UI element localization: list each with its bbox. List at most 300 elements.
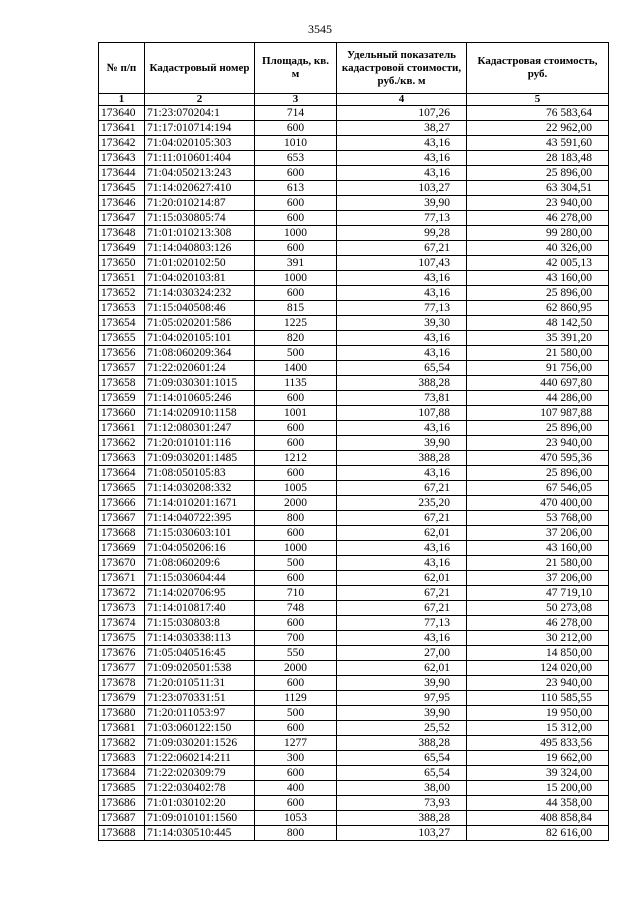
specific-value-cell: 62,01 bbox=[337, 661, 467, 676]
row-number-cell: 173680 bbox=[99, 706, 145, 721]
table-row bbox=[99, 211, 609, 226]
cadastral-value-cell: 76 583,64 bbox=[467, 106, 609, 121]
cadastral-value-cell: 47 719,10 bbox=[467, 586, 609, 601]
area-cell: 1005 bbox=[255, 481, 337, 496]
specific-value-cell: 38,00 bbox=[337, 781, 467, 796]
table-row bbox=[99, 571, 609, 586]
cadastral-number-cell: 71:14:020706:95 bbox=[145, 586, 255, 601]
cadastral-number-cell: 71:22:030402:78 bbox=[145, 781, 255, 796]
area-cell: 820 bbox=[255, 331, 337, 346]
cadastral-value-cell: 124 020,00 bbox=[467, 661, 609, 676]
specific-value-cell: 103,27 bbox=[337, 826, 467, 841]
cadastral-number-cell: 71:09:010101:1560 bbox=[145, 811, 255, 826]
area-cell: 2000 bbox=[255, 661, 337, 676]
cadastral-value-cell: 48 142,50 bbox=[467, 316, 609, 331]
cadastral-number-cell: 71:14:040803:126 bbox=[145, 241, 255, 256]
cadastral-number-cell: 71:05:040516:45 bbox=[145, 646, 255, 661]
table-row bbox=[99, 706, 609, 721]
cadastral-value-cell: 15 312,00 bbox=[467, 721, 609, 736]
header-specific-value: Удельный показатель кадастровой стоимости, руб./кв. м bbox=[337, 43, 467, 94]
table-row bbox=[99, 151, 609, 166]
row-number-cell: 173650 bbox=[99, 256, 145, 271]
table-row bbox=[99, 661, 609, 676]
specific-value-cell: 43,16 bbox=[337, 541, 467, 556]
row-number-cell: 173651 bbox=[99, 271, 145, 286]
row-number-cell: 173682 bbox=[99, 736, 145, 751]
area-cell: 600 bbox=[255, 766, 337, 781]
specific-value-cell: 43,16 bbox=[337, 631, 467, 646]
row-number-cell: 173675 bbox=[99, 631, 145, 646]
cadastral-number-cell: 71:20:010511:31 bbox=[145, 676, 255, 691]
cadastral-value-cell: 23 940,00 bbox=[467, 436, 609, 451]
row-number-cell: 173672 bbox=[99, 586, 145, 601]
specific-value-cell: 25,52 bbox=[337, 721, 467, 736]
table-row bbox=[99, 421, 609, 436]
table-row bbox=[99, 406, 609, 421]
row-number-cell: 173659 bbox=[99, 391, 145, 406]
area-cell: 600 bbox=[255, 676, 337, 691]
cadastral-value-cell: 21 580,00 bbox=[467, 346, 609, 361]
cadastral-value-cell: 19 662,00 bbox=[467, 751, 609, 766]
row-number-cell: 173649 bbox=[99, 241, 145, 256]
area-cell: 600 bbox=[255, 286, 337, 301]
specific-value-cell: 77,13 bbox=[337, 211, 467, 226]
row-number-cell: 173686 bbox=[99, 796, 145, 811]
area-cell: 714 bbox=[255, 106, 337, 121]
area-cell: 300 bbox=[255, 751, 337, 766]
column-number: 1 bbox=[99, 94, 145, 106]
area-cell: 1135 bbox=[255, 376, 337, 391]
cadastral-number-cell: 71:12:080301:247 bbox=[145, 421, 255, 436]
table-row bbox=[99, 646, 609, 661]
table-row bbox=[99, 286, 609, 301]
cadastral-value-cell: 30 212,00 bbox=[467, 631, 609, 646]
table-row bbox=[99, 346, 609, 361]
cadastral-value-cell: 44 286,00 bbox=[467, 391, 609, 406]
area-cell: 500 bbox=[255, 556, 337, 571]
area-cell: 1000 bbox=[255, 271, 337, 286]
table-row bbox=[99, 226, 609, 241]
row-number-cell: 173647 bbox=[99, 211, 145, 226]
table-row bbox=[99, 301, 609, 316]
cadastral-number-cell: 71:22:060214:211 bbox=[145, 751, 255, 766]
area-cell: 600 bbox=[255, 196, 337, 211]
cadastral-value-cell: 23 940,00 bbox=[467, 196, 609, 211]
cadastral-value-cell: 82 616,00 bbox=[467, 826, 609, 841]
cadastral-value-cell: 67 546,05 bbox=[467, 481, 609, 496]
row-number-cell: 173643 bbox=[99, 151, 145, 166]
specific-value-cell: 388,28 bbox=[337, 811, 467, 826]
table-row bbox=[99, 256, 609, 271]
cadastral-number-cell: 71:04:020105:101 bbox=[145, 331, 255, 346]
specific-value-cell: 388,28 bbox=[337, 736, 467, 751]
specific-value-cell: 43,16 bbox=[337, 466, 467, 481]
cadastral-value-cell: 42 005,13 bbox=[467, 256, 609, 271]
area-cell: 400 bbox=[255, 781, 337, 796]
cadastral-value-cell: 440 697,80 bbox=[467, 376, 609, 391]
specific-value-cell: 43,16 bbox=[337, 271, 467, 286]
table-row bbox=[99, 451, 609, 466]
area-cell: 1129 bbox=[255, 691, 337, 706]
cadastral-number-cell: 71:11:010601:404 bbox=[145, 151, 255, 166]
row-number-cell: 173687 bbox=[99, 811, 145, 826]
specific-value-cell: 67,21 bbox=[337, 481, 467, 496]
cadastral-number-cell: 71:14:040722:395 bbox=[145, 511, 255, 526]
cadastral-value-cell: 63 304,51 bbox=[467, 181, 609, 196]
cadastral-value-cell: 470 595,36 bbox=[467, 451, 609, 466]
area-cell: 748 bbox=[255, 601, 337, 616]
row-number-cell: 173670 bbox=[99, 556, 145, 571]
cadastral-value-cell: 40 326,00 bbox=[467, 241, 609, 256]
cadastral-number-cell: 71:23:070204:1 bbox=[145, 106, 255, 121]
row-number-cell: 173642 bbox=[99, 136, 145, 151]
cadastral-number-cell: 71:14:010201:1671 bbox=[145, 496, 255, 511]
specific-value-cell: 65,54 bbox=[337, 751, 467, 766]
cadastral-number-cell: 71:14:030338:113 bbox=[145, 631, 255, 646]
row-number-cell: 173658 bbox=[99, 376, 145, 391]
specific-value-cell: 43,16 bbox=[337, 136, 467, 151]
specific-value-cell: 97,95 bbox=[337, 691, 467, 706]
cadastral-number-cell: 71:09:030201:1526 bbox=[145, 736, 255, 751]
area-cell: 1225 bbox=[255, 316, 337, 331]
cadastral-number-cell: 71:03:060122:150 bbox=[145, 721, 255, 736]
specific-value-cell: 107,43 bbox=[337, 256, 467, 271]
area-cell: 600 bbox=[255, 211, 337, 226]
cadastral-value-cell: 99 280,00 bbox=[467, 226, 609, 241]
row-number-cell: 173654 bbox=[99, 316, 145, 331]
cadastral-value-cell: 19 950,00 bbox=[467, 706, 609, 721]
cadastral-value-cell: 46 278,00 bbox=[467, 211, 609, 226]
header-row-number: № п/п bbox=[99, 43, 145, 94]
cadastral-value-cell: 21 580,00 bbox=[467, 556, 609, 571]
cadastral-number-cell: 71:09:020501:538 bbox=[145, 661, 255, 676]
row-number-cell: 173645 bbox=[99, 181, 145, 196]
cadastral-number-cell: 71:08:050105:83 bbox=[145, 466, 255, 481]
table-row bbox=[99, 496, 609, 511]
row-number-cell: 173653 bbox=[99, 301, 145, 316]
area-cell: 600 bbox=[255, 796, 337, 811]
row-number-cell: 173664 bbox=[99, 466, 145, 481]
cadastral-value-table bbox=[98, 42, 609, 841]
cadastral-number-cell: 71:15:030805:74 bbox=[145, 211, 255, 226]
area-cell: 1400 bbox=[255, 361, 337, 376]
area-cell: 600 bbox=[255, 166, 337, 181]
area-cell: 1000 bbox=[255, 226, 337, 241]
cadastral-number-cell: 71:23:070331:51 bbox=[145, 691, 255, 706]
specific-value-cell: 107,88 bbox=[337, 406, 467, 421]
row-number-cell: 173656 bbox=[99, 346, 145, 361]
row-number-cell: 173681 bbox=[99, 721, 145, 736]
row-number-cell: 173657 bbox=[99, 361, 145, 376]
cadastral-number-cell: 71:09:030201:1485 bbox=[145, 451, 255, 466]
page-number: 3545 bbox=[308, 22, 332, 36]
row-number-cell: 173660 bbox=[99, 406, 145, 421]
cadastral-value-cell: 110 585,55 bbox=[467, 691, 609, 706]
header-cadastral-value: Кадастровая стоимость, руб. bbox=[467, 43, 609, 94]
column-number: 5 bbox=[467, 94, 609, 106]
table-row bbox=[99, 781, 609, 796]
cadastral-value-cell: 35 391,20 bbox=[467, 331, 609, 346]
cadastral-number-cell: 71:15:030604:44 bbox=[145, 571, 255, 586]
row-number-cell: 173662 bbox=[99, 436, 145, 451]
area-cell: 815 bbox=[255, 301, 337, 316]
cadastral-number-cell: 71:14:030510:445 bbox=[145, 826, 255, 841]
cadastral-value-cell: 53 768,00 bbox=[467, 511, 609, 526]
area-cell: 500 bbox=[255, 706, 337, 721]
area-cell: 600 bbox=[255, 526, 337, 541]
specific-value-cell: 65,54 bbox=[337, 766, 467, 781]
table-row bbox=[99, 166, 609, 181]
column-number: 3 bbox=[255, 94, 337, 106]
row-number-cell: 173644 bbox=[99, 166, 145, 181]
specific-value-cell: 67,21 bbox=[337, 586, 467, 601]
row-number-cell: 173665 bbox=[99, 481, 145, 496]
table-row bbox=[99, 556, 609, 571]
table-body bbox=[99, 106, 609, 841]
specific-value-cell: 73,81 bbox=[337, 391, 467, 406]
cadastral-value-cell: 25 896,00 bbox=[467, 286, 609, 301]
specific-value-cell: 67,21 bbox=[337, 241, 467, 256]
area-cell: 391 bbox=[255, 256, 337, 271]
table-row bbox=[99, 601, 609, 616]
area-cell: 710 bbox=[255, 586, 337, 601]
area-cell: 550 bbox=[255, 646, 337, 661]
specific-value-cell: 43,16 bbox=[337, 286, 467, 301]
cadastral-number-cell: 71:04:050213:243 bbox=[145, 166, 255, 181]
cadastral-value-cell: 15 200,00 bbox=[467, 781, 609, 796]
specific-value-cell: 39,90 bbox=[337, 436, 467, 451]
cadastral-number-cell: 71:17:010714:194 bbox=[145, 121, 255, 136]
row-number-cell: 173646 bbox=[99, 196, 145, 211]
header-area: Площадь, кв. м bbox=[255, 43, 337, 94]
specific-value-cell: 67,21 bbox=[337, 601, 467, 616]
table-row bbox=[99, 136, 609, 151]
row-number-cell: 173678 bbox=[99, 676, 145, 691]
column-number: 2 bbox=[145, 94, 255, 106]
cadastral-value-cell: 44 358,00 bbox=[467, 796, 609, 811]
cadastral-number-cell: 71:04:020105:303 bbox=[145, 136, 255, 151]
cadastral-number-cell: 71:08:060209:6 bbox=[145, 556, 255, 571]
specific-value-cell: 107,26 bbox=[337, 106, 467, 121]
table-header bbox=[99, 43, 609, 106]
table-row bbox=[99, 691, 609, 706]
table-row bbox=[99, 196, 609, 211]
cadastral-number-cell: 71:04:020103:81 bbox=[145, 271, 255, 286]
cadastral-value-cell: 46 278,00 bbox=[467, 616, 609, 631]
specific-value-cell: 39,90 bbox=[337, 706, 467, 721]
cadastral-number-cell: 71:14:020627:410 bbox=[145, 181, 255, 196]
area-cell: 1053 bbox=[255, 811, 337, 826]
area-cell: 800 bbox=[255, 511, 337, 526]
row-number-cell: 173652 bbox=[99, 286, 145, 301]
specific-value-cell: 39,90 bbox=[337, 676, 467, 691]
cadastral-value-cell: 39 324,00 bbox=[467, 766, 609, 781]
row-number-cell: 173671 bbox=[99, 571, 145, 586]
row-number-cell: 173648 bbox=[99, 226, 145, 241]
specific-value-cell: 103,27 bbox=[337, 181, 467, 196]
table-row bbox=[99, 811, 609, 826]
table-row bbox=[99, 586, 609, 601]
cadastral-value-cell: 37 206,00 bbox=[467, 571, 609, 586]
table-row bbox=[99, 316, 609, 331]
specific-value-cell: 65,54 bbox=[337, 361, 467, 376]
cadastral-value-cell: 23 940,00 bbox=[467, 676, 609, 691]
header-row bbox=[99, 43, 609, 94]
cadastral-value-cell: 37 206,00 bbox=[467, 526, 609, 541]
table-row bbox=[99, 676, 609, 691]
table-row bbox=[99, 766, 609, 781]
area-cell: 600 bbox=[255, 391, 337, 406]
specific-value-cell: 38,27 bbox=[337, 121, 467, 136]
column-number: 4 bbox=[337, 94, 467, 106]
cadastral-number-cell: 71:14:010817:40 bbox=[145, 601, 255, 616]
specific-value-cell: 99,28 bbox=[337, 226, 467, 241]
row-number-cell: 173668 bbox=[99, 526, 145, 541]
specific-value-cell: 43,16 bbox=[337, 346, 467, 361]
specific-value-cell: 43,16 bbox=[337, 556, 467, 571]
specific-value-cell: 62,01 bbox=[337, 571, 467, 586]
cadastral-number-cell: 71:22:020309:79 bbox=[145, 766, 255, 781]
row-number-cell: 173640 bbox=[99, 106, 145, 121]
row-number-cell: 173676 bbox=[99, 646, 145, 661]
table-row bbox=[99, 751, 609, 766]
table-row bbox=[99, 526, 609, 541]
area-cell: 653 bbox=[255, 151, 337, 166]
specific-value-cell: 43,16 bbox=[337, 166, 467, 181]
table-row bbox=[99, 106, 609, 121]
row-number-cell: 173684 bbox=[99, 766, 145, 781]
area-cell: 1000 bbox=[255, 541, 337, 556]
cadastral-number-cell: 71:05:020201:586 bbox=[145, 316, 255, 331]
area-cell: 613 bbox=[255, 181, 337, 196]
cadastral-number-cell: 71:14:030208:332 bbox=[145, 481, 255, 496]
cadastral-value-cell: 495 833,56 bbox=[467, 736, 609, 751]
cadastral-number-cell: 71:15:040508:46 bbox=[145, 301, 255, 316]
table-row bbox=[99, 331, 609, 346]
area-cell: 1212 bbox=[255, 451, 337, 466]
cadastral-value-cell: 408 858,84 bbox=[467, 811, 609, 826]
row-number-cell: 173641 bbox=[99, 121, 145, 136]
cadastral-number-cell: 71:20:010214:87 bbox=[145, 196, 255, 211]
area-cell: 500 bbox=[255, 346, 337, 361]
cadastral-value-cell: 22 962,00 bbox=[467, 121, 609, 136]
cadastral-number-cell: 71:14:030324:232 bbox=[145, 286, 255, 301]
table-row bbox=[99, 796, 609, 811]
row-number-cell: 173667 bbox=[99, 511, 145, 526]
specific-value-cell: 73,93 bbox=[337, 796, 467, 811]
row-number-cell: 173655 bbox=[99, 331, 145, 346]
table-row bbox=[99, 121, 609, 136]
table-row bbox=[99, 511, 609, 526]
row-number-cell: 173663 bbox=[99, 451, 145, 466]
specific-value-cell: 77,13 bbox=[337, 301, 467, 316]
table-row bbox=[99, 631, 609, 646]
area-cell: 700 bbox=[255, 631, 337, 646]
specific-value-cell: 39,90 bbox=[337, 196, 467, 211]
area-cell: 600 bbox=[255, 421, 337, 436]
cadastral-number-cell: 71:15:030803:8 bbox=[145, 616, 255, 631]
table-row bbox=[99, 361, 609, 376]
table-row bbox=[99, 181, 609, 196]
row-number-cell: 173674 bbox=[99, 616, 145, 631]
cadastral-value-cell: 25 896,00 bbox=[467, 421, 609, 436]
specific-value-cell: 43,16 bbox=[337, 331, 467, 346]
row-number-cell: 173677 bbox=[99, 661, 145, 676]
area-cell: 1277 bbox=[255, 736, 337, 751]
area-cell: 800 bbox=[255, 826, 337, 841]
cadastral-number-cell: 71:04:050206:16 bbox=[145, 541, 255, 556]
table-row bbox=[99, 466, 609, 481]
cadastral-number-cell: 71:01:020102:50 bbox=[145, 256, 255, 271]
area-cell: 600 bbox=[255, 571, 337, 586]
row-number-cell: 173666 bbox=[99, 496, 145, 511]
table-row bbox=[99, 271, 609, 286]
cadastral-number-cell: 71:22:020601:24 bbox=[145, 361, 255, 376]
cadastral-value-cell: 14 850,00 bbox=[467, 646, 609, 661]
table-row bbox=[99, 481, 609, 496]
table-row bbox=[99, 391, 609, 406]
cadastral-number-cell: 71:20:010101:116 bbox=[145, 436, 255, 451]
table-row bbox=[99, 736, 609, 751]
cadastral-number-cell: 71:08:060209:364 bbox=[145, 346, 255, 361]
row-number-cell: 173685 bbox=[99, 781, 145, 796]
cadastral-number-cell: 71:20:011053:97 bbox=[145, 706, 255, 721]
row-number-cell: 173673 bbox=[99, 601, 145, 616]
cadastral-value-cell: 43 160,00 bbox=[467, 271, 609, 286]
cadastral-number-cell: 71:09:030301:1015 bbox=[145, 376, 255, 391]
row-number-cell: 173661 bbox=[99, 421, 145, 436]
table-row bbox=[99, 616, 609, 631]
cadastral-number-cell: 71:01:010213:308 bbox=[145, 226, 255, 241]
cadastral-value-cell: 28 183,48 bbox=[467, 151, 609, 166]
area-cell: 600 bbox=[255, 121, 337, 136]
table-row bbox=[99, 541, 609, 556]
specific-value-cell: 77,13 bbox=[337, 616, 467, 631]
cadastral-value-cell: 25 896,00 bbox=[467, 466, 609, 481]
specific-value-cell: 43,16 bbox=[337, 421, 467, 436]
area-cell: 2000 bbox=[255, 496, 337, 511]
area-cell: 1010 bbox=[255, 136, 337, 151]
table-row bbox=[99, 826, 609, 841]
cadastral-value-cell: 43 591,60 bbox=[467, 136, 609, 151]
area-cell: 1001 bbox=[255, 406, 337, 421]
cadastral-value-cell: 470 400,00 bbox=[467, 496, 609, 511]
specific-value-cell: 62,01 bbox=[337, 526, 467, 541]
specific-value-cell: 43,16 bbox=[337, 151, 467, 166]
specific-value-cell: 39,30 bbox=[337, 316, 467, 331]
table-row bbox=[99, 436, 609, 451]
table-row bbox=[99, 241, 609, 256]
area-cell: 600 bbox=[255, 721, 337, 736]
table-row bbox=[99, 376, 609, 391]
cadastral-number-cell: 71:14:020910:1158 bbox=[145, 406, 255, 421]
column-number-row bbox=[99, 94, 609, 106]
specific-value-cell: 67,21 bbox=[337, 511, 467, 526]
cadastral-value-cell: 62 860,95 bbox=[467, 301, 609, 316]
specific-value-cell: 27,00 bbox=[337, 646, 467, 661]
cadastral-value-cell: 91 756,00 bbox=[467, 361, 609, 376]
specific-value-cell: 388,28 bbox=[337, 451, 467, 466]
row-number-cell: 173683 bbox=[99, 751, 145, 766]
row-number-cell: 173688 bbox=[99, 826, 145, 841]
area-cell: 600 bbox=[255, 466, 337, 481]
area-cell: 600 bbox=[255, 616, 337, 631]
header-cadastral-number: Кадастровый номер bbox=[145, 43, 255, 94]
table-row bbox=[99, 721, 609, 736]
row-number-cell: 173679 bbox=[99, 691, 145, 706]
specific-value-cell: 388,28 bbox=[337, 376, 467, 391]
area-cell: 600 bbox=[255, 241, 337, 256]
